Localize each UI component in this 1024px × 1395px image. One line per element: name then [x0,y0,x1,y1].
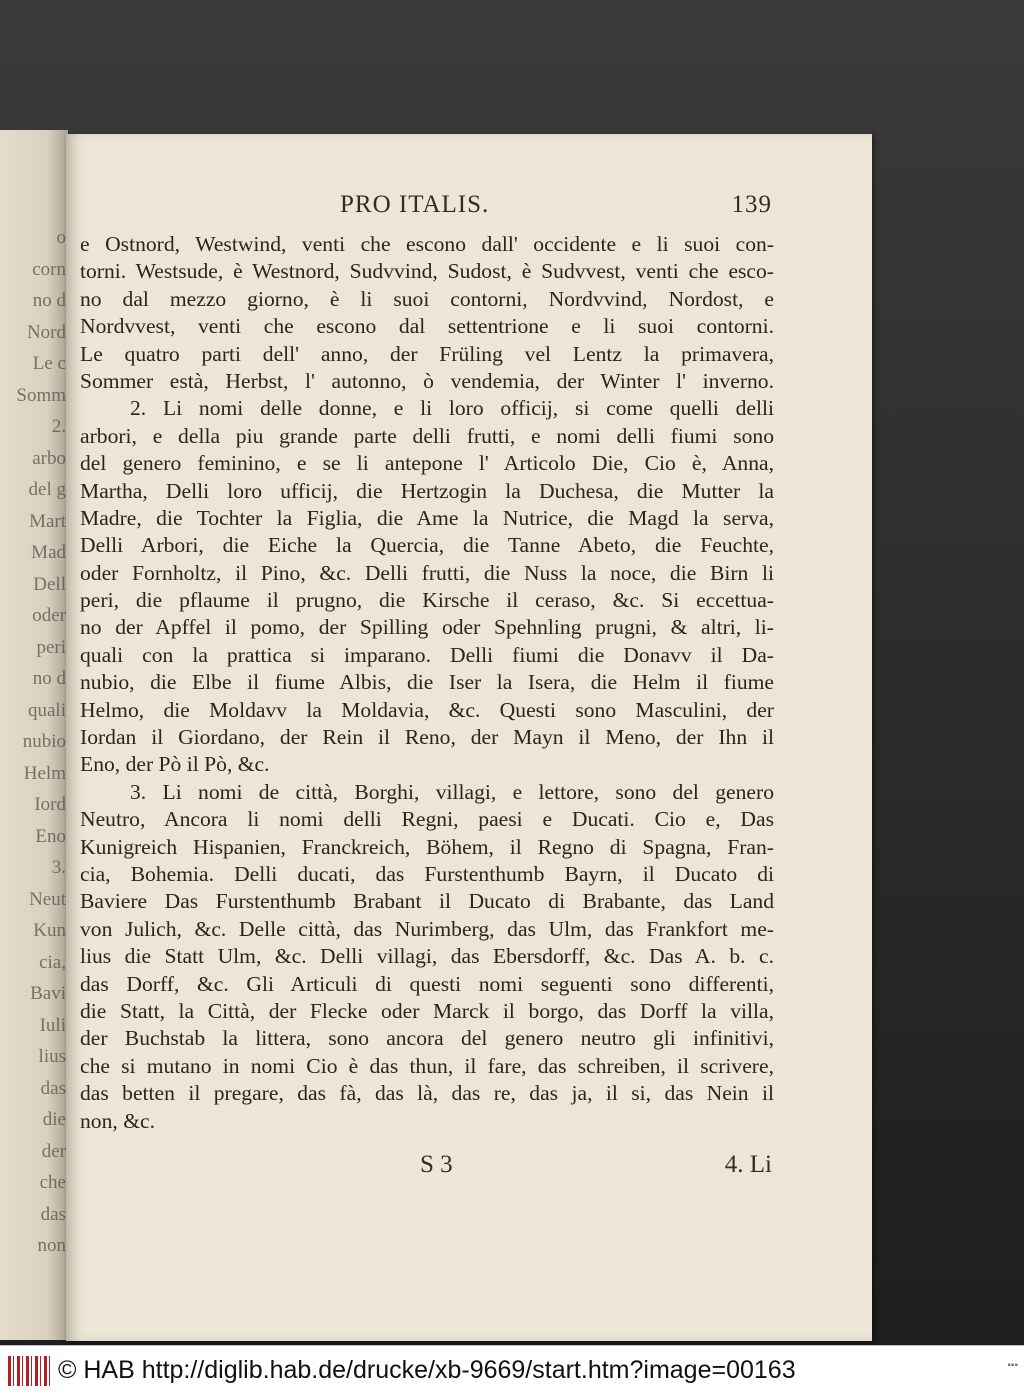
left-edge-line: del g [28,479,66,500]
left-page-edge [0,130,68,1340]
text-line: das Dorff, &c. Gli Articuli di questi nomi seguenti sono differenti, [80,971,774,996]
left-edge-line: Iuli [39,1014,66,1036]
text-line: lius die Statt Ulm, &c. Delli villagi, das Ebersdorff, &c. Das A. b. c. [80,944,774,969]
text-line: Martha, Delli loro ufficij, die Hertzogin la Duchesa, die Mutter la [80,478,774,503]
left-edge-line: arbo [32,447,66,469]
left-edge-line: Iord [34,794,66,815]
text-line: Sommer està, Herbst, l' autonno, ò vendemia, der Winter l' inverno. [80,368,774,393]
left-edge-line: quali [28,699,66,721]
left-edge-line: das [40,1077,66,1099]
text-line: Nordvvest, venti che escono dal settentrione e li suoi contorni. [80,314,774,339]
text-line: von Julich, &c. Delle città, das Nurimberg, das Ulm, das Frankfort me- [80,916,774,941]
left-edge-line: 2. [51,416,66,437]
running-head-title: PRO ITALIS. [340,191,490,218]
text-line: e Ostnord, Westwind, venti che escono dall' occidente e li suoi con- [80,232,774,256]
text-line: peri, die pflaume il prugno, die Kirsche il ceraso, &c. Si eccettua- [80,588,774,613]
text-line: cia, Bohemia. Delli ducati, das Furstenthumb Bayrn, il Ducato di [80,861,774,886]
text-line: Iordan il Giordano, der Rein il Reno, der Mayn il Meno, der Ihn il [80,725,774,750]
left-edge-line: Somm [16,384,66,406]
text-line: Eno, der Pò il Pò, &c. [80,752,270,777]
book-page [66,134,872,1341]
text-line: non, &c. [80,1108,155,1133]
text-line: che si mutano in nomi Cio è das thun, il fare, das schreiben, il scrivere, [80,1053,774,1078]
left-edge-line: Mart [29,510,66,532]
text-line: del genero feminino, e se li antepone l' Articolo Die, Cio è, Anna, [80,451,774,476]
page-footer [80,1151,774,1179]
left-edge-line: das [40,1203,66,1225]
left-edge-line: Kun [33,920,66,941]
left-edge-line: Helm [23,762,66,784]
text-line: 3. Li nomi de città, Borghi, villagi, e lettore, sono del genero [130,779,774,804]
text-line: no der Apffel il pomo, der Spilling oder Spehnling prugni, & altri, li- [80,615,774,640]
left-edge-line: che [39,1172,66,1193]
hab-barcode-icon [8,1356,50,1386]
left-edge-line: nubio [22,731,66,752]
left-edge-line: peri [36,636,66,658]
left-edge-line: Nord [26,321,66,343]
left-edge-line: Eno [35,825,66,847]
signature-mark: S 3 [420,1150,453,1178]
running-head [80,191,774,231]
left-page-edge-text [2,222,66,1262]
left-edge-line: Mad [31,542,66,563]
text-line: Kunigreich Hispanien, Franckreich, Böhem, il Regno di Spagna, Fran- [80,834,774,859]
left-edge-line: corn [32,258,66,280]
text-line: Baviere Das Furstenthumb Brabant il Ducato di Brabante, das Land [80,889,774,914]
text-line: nubio, die Elbe il fiume Albis, die Iser la Isera, die Helm il fiume [80,670,774,695]
left-edge-line: non [37,1235,66,1256]
catchword: 4. Li [724,1150,772,1178]
left-edge-line: lius [38,1046,66,1067]
body-text [80,231,774,1135]
left-edge-line: no d [32,668,66,689]
text-line: der Buchstab la littera, sono ancora del genero neutro gli infinitivi, [80,1026,774,1051]
copyright-text[interactable]: © HAB http://diglib.hab.de/drucke/xb-9669/start.htm?image=00163 [58,1356,796,1384]
left-edge-line: oder [32,605,66,626]
copyright-bar [0,1345,1024,1395]
text-line: Madre, die Tochter la Figlia, die Ame la Nutrice, die Magd la serva, [80,505,774,530]
left-edge-line: Neut [29,888,66,910]
left-edge-line: die [42,1109,66,1130]
left-edge-line: cia, [39,951,66,973]
text-block [80,191,774,1179]
left-edge-line: 3. [51,857,66,878]
left-edge-line: Le c [32,353,66,374]
page-number: 139 [731,191,772,218]
text-line: 2. Li nomi delle donne, e li loro officij, si come quelli delli [130,396,774,421]
text-line: oder Fornholtz, il Pino, &c. Delli frutti, die Nuss la noce, die Birn li [80,560,774,585]
text-line: die Statt, la Città, der Flecke oder Marck il borgo, das Dorff la villa, [80,998,774,1023]
left-edge-line: der [41,1140,66,1162]
text-line: torni. Westsude, è Westnord, Sudvvind, Sudost, è Sudvvest, venti che esco- [80,259,774,284]
text-line: Delli Arbori, die Eiche la Quercia, die Tanne Abeto, die Feuchte, [80,533,774,558]
text-line: no dal mezzo giorno, è li suoi contorni, Nordvvind, Nordost, e [80,286,774,311]
left-edge-line: Dell [33,573,66,595]
corner-mark: ▪▪▪ [1007,1360,1018,1371]
left-edge-line: Bavi [30,983,66,1004]
text-line: das betten il pregare, das fà, das là, das re, das ja, il si, das Nein il [80,1081,774,1106]
text-line: quali con la prattica si imparano. Delli fiumi die Donavv il Da- [80,642,774,667]
text-line: Neutro, Ancora li nomi delli Regni, paesi e Ducati. Cio e, Das [80,807,774,832]
text-line: arbori, e della piu grande parte delli frutti, e nomi delli fiumi sono [80,423,774,448]
left-edge-line: o [56,227,66,248]
text-line: Helmo, die Moldavv la Moldavia, &c. Questi sono Masculini, der [80,697,774,722]
text-line: Le quatro parti dell' anno, der Früling vel Lentz la primavera, [80,341,774,366]
left-edge-line: no d [32,290,66,311]
